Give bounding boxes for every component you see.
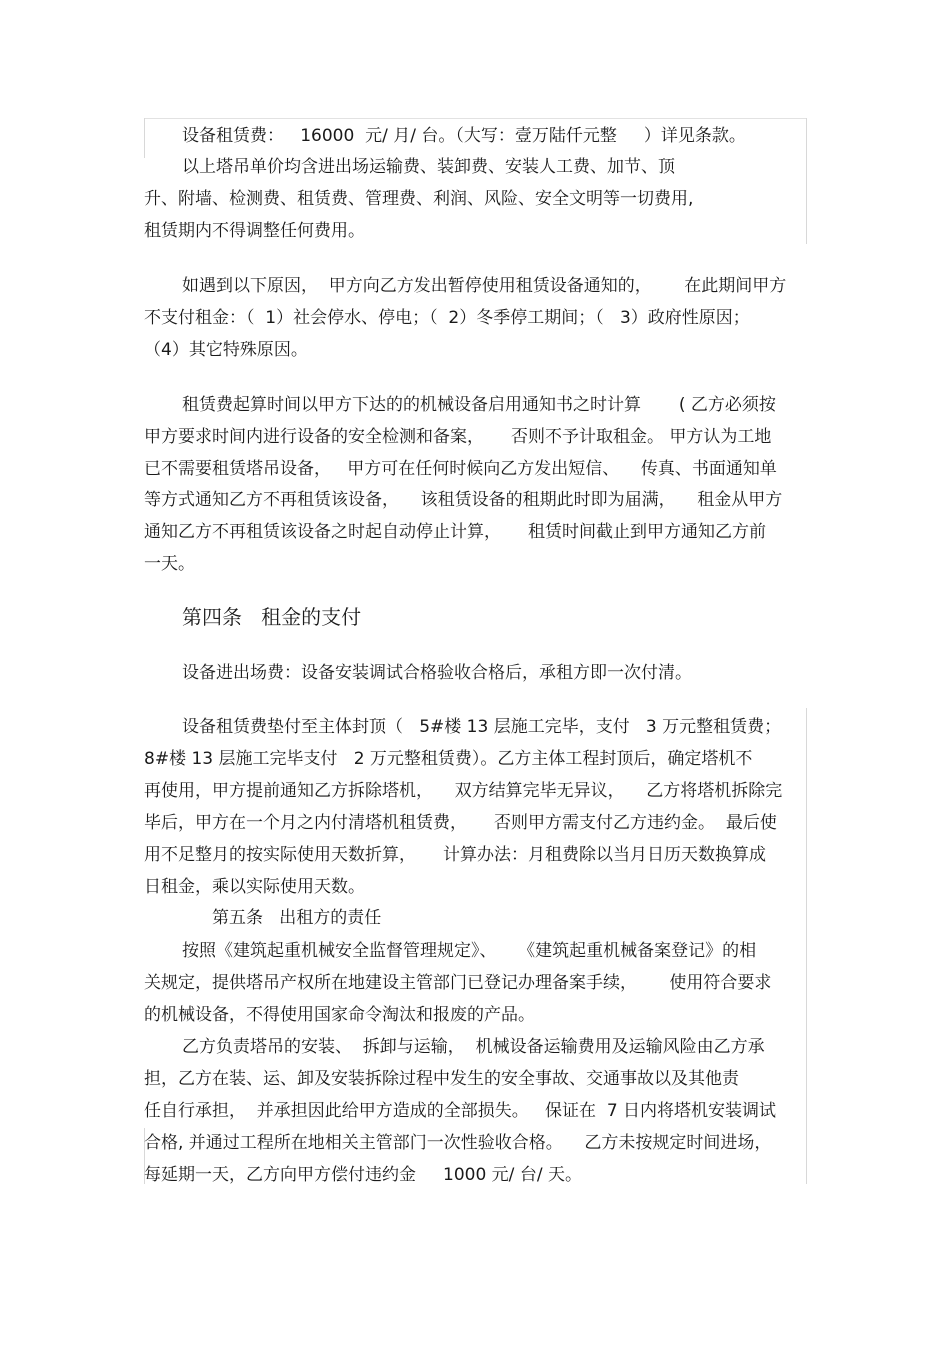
right-rule-1: [806, 118, 807, 244]
text-line: 用不足整月的按实际使用天数折算， 计算办法：月租费除以当月日历天数换算成: [144, 845, 767, 865]
text-line: 如遇到以下原因， 甲方向乙方发出暂停使用租赁设备通知的， 在此期间甲方: [182, 276, 787, 296]
text-line: 甲方要求时间内进行设备的安全检测和备案， 否则不予计取租金。 甲方认为工地: [144, 427, 772, 447]
text-line: 等方式通知乙方不再租赁该设备， 该租赁设备的租期此时即为届满， 租金从甲方: [144, 490, 783, 510]
section-heading-article-4: 第四条 租金的支付: [182, 605, 362, 629]
top-rule: [144, 118, 807, 119]
text-line: 租赁费起算时间以甲方下达的的机械设备启用通知书之时计算 ( 乙方必须按: [182, 395, 776, 415]
text-line: 的机械设备，不得使用国家命令淘汰和报废的产品。: [144, 1005, 535, 1025]
text-line: 日租金，乘以实际使用天数。: [144, 877, 365, 897]
text-line: 租赁期内不得调整任何费用。: [144, 221, 365, 241]
text-line: （4）其它特殊原因。: [144, 340, 308, 360]
text-line: 设备进出场费：设备安装调试合格验收合格后，承租方即一次付清。: [182, 663, 692, 683]
right-rule-2: [806, 708, 807, 1184]
text-line: 设备租赁费： 16000 元/ 月/ 台。（大写：壹万陆仟元整 ）详见条款。: [182, 126, 746, 146]
text-line: 乙方负责塔吊的安装、 拆卸与运输， 机械设备运输费用及运输风险由乙方承: [182, 1037, 765, 1057]
text-line: 再使用，甲方提前通知乙方拆除塔机， 双方结算完毕无异议， 乙方将塔机拆除完: [144, 781, 783, 801]
text-line: 合格, 并通过工程所在地相关主管部门一次性验收合格。 乙方未按规定时间进场，: [144, 1133, 772, 1153]
left-rule-1: [144, 118, 145, 158]
text-line: 一天。: [144, 554, 195, 574]
text-line: 任自行承担， 并承担因此给甲方造成的全部损失。 保证在 7 日内将塔机安装调试: [144, 1101, 777, 1121]
text-line: 升、附墙、检测费、租赁费、管理费、利润、风险、安全文明等一切费用,: [144, 189, 694, 209]
text-line: 8#楼 13 层施工完毕支付 2 万元整租赁费）。乙方主体工程封顶后，确定塔机不: [144, 749, 753, 769]
text-line: 按照《建筑起重机械安全监督管理规定》、 《建筑起重机械备案登记》的相: [182, 941, 757, 961]
text-line: 已不需要租赁塔吊设备， 甲方可在任何时候向乙方发出短信、 传真、书面通知单: [144, 459, 777, 479]
text-line: 担，乙方在装、运、卸及安装拆除过程中发生的安全事故、交通事故以及其他责: [144, 1069, 739, 1089]
text-line: 以上塔吊单价均含进出场运输费、装卸费、安装人工费、加节、顶: [182, 157, 675, 177]
section-heading-article-5: 第五条 出租方的责任: [212, 908, 382, 928]
text-line: 设备租赁费垫付至主体封顶（ 5#楼 13 层施工完毕，支付 3 万元整租赁费；: [182, 717, 782, 737]
text-line: 通知乙方不再租赁该设备之时起自动停止计算， 租赁时间截止到甲方通知乙方前: [144, 522, 767, 542]
text-line: 毕后，甲方在一个月之内付清塔机租赁费， 否则甲方需支付乙方违约金。 最后使: [144, 813, 777, 833]
text-line: 不支付租金：（ 1）社会停水、停电；（ 2）冬季停工期间；（ 3）政府性原因；: [144, 308, 750, 328]
text-line: 关规定，提供塔吊产权所在地建设主管部门已登记办理备案手续， 使用符合要求: [144, 973, 772, 993]
text-line: 每延期一天，乙方向甲方偿付违约金 1000 元/ 台/ 天。: [144, 1165, 582, 1185]
